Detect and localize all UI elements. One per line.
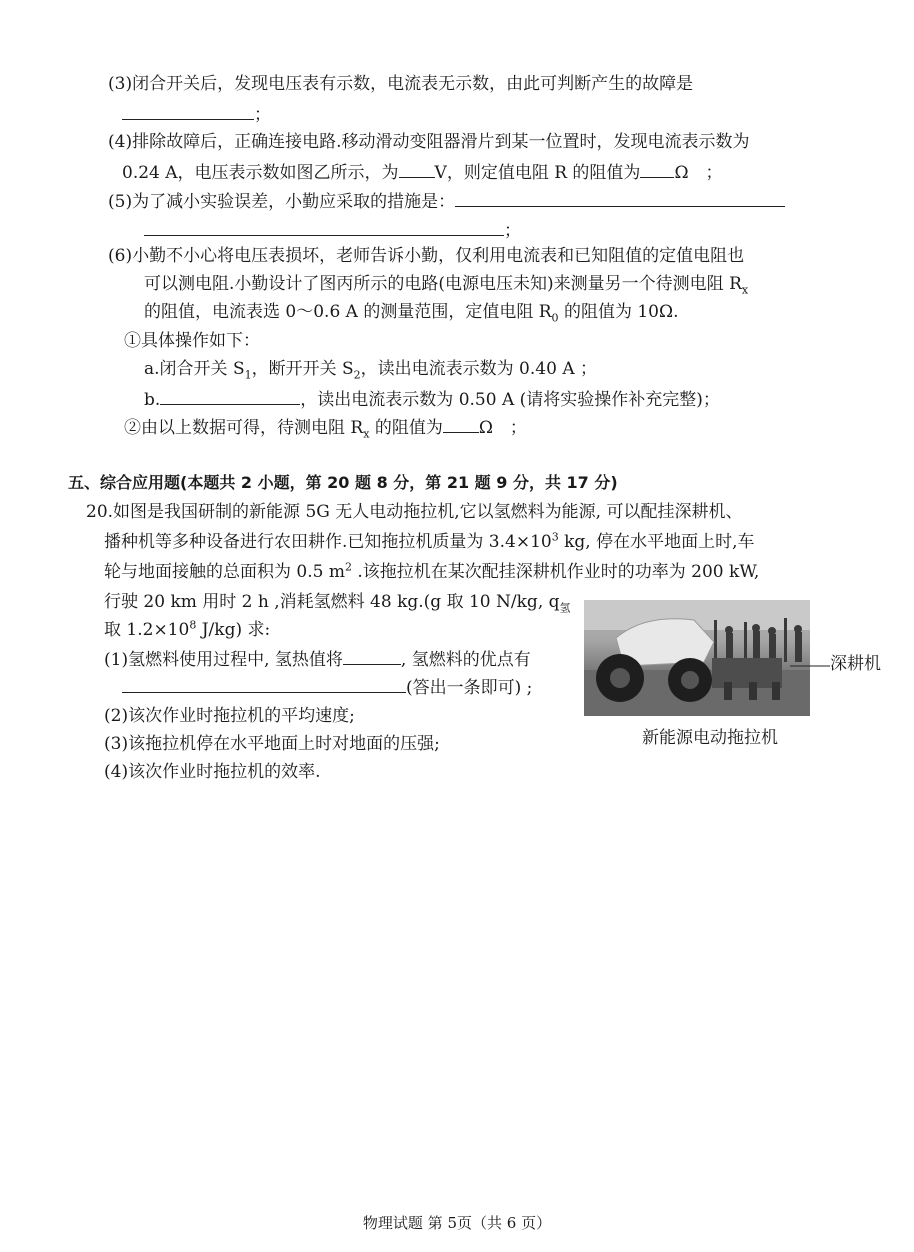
- q20-sub1-line1: (1)氢燃料使用过程中, 氢热值将 , 氢燃料的优点有: [104, 646, 531, 672]
- q19-part6-line2: 可以测电阻.小勤设计了图丙所示的电路(电源电压未知)来测量另一个待测电阻 $R_x$: [144, 274, 749, 297]
- q19-part3-line2: ；: [122, 101, 271, 127]
- q19-part4-line1: (4)排除故障后，正确连接电路.移动滑动变阻器滑片到某一位置时，发现电流表示数为: [108, 132, 750, 152]
- q19-step2: ②由以上数据可得，待测电阻 $R_x$ 的阻值为 Ω ；: [124, 414, 527, 440]
- q19-step-a: a.闭合开关 $S_1$，断开开关 $S_2$，读出电流表示数为 0.40 A ；: [144, 359, 597, 382]
- q19-step1-heading: ①具体操作如下：: [124, 331, 260, 351]
- answer-blank[interactable]: [343, 646, 401, 665]
- answer-blank[interactable]: [144, 217, 504, 236]
- q19-part6-line1: (6)小勤不小心将电压表损坏，老师告诉小勤，仅利用电流表和已知阻值的定值电阻也: [108, 246, 745, 266]
- q19-part4-line2: 0.24 A，电压表示数如图乙所示，为 V，则定值电阻 R 的阻值为 Ω ；: [122, 159, 723, 185]
- q20-sub3: (3)该拖拉机停在水平地面上时对地面的压强;: [104, 734, 440, 754]
- q19-part3-line1: (3)闭合开关后，发现电压表有示数，电流表无示数，由此可判断产生的故障是: [108, 74, 694, 94]
- q20-line4: 行驶 20 km 用时 2 h ,消耗氢燃料 48 kg.(g 取 10 N/kg, $q_氢$: [104, 592, 571, 615]
- tractor-illustration: [584, 600, 810, 716]
- answer-blank[interactable]: [455, 188, 785, 207]
- answer-blank[interactable]: [122, 101, 254, 120]
- q19-part5-line1: (5)为了减小实验误差，小勤应采取的措施是：: [108, 188, 785, 214]
- answer-blank[interactable]: [640, 159, 674, 178]
- plow-pointer-line: [790, 664, 830, 668]
- page-footer: 物理试题 第 5页（共 6 页）: [362, 1214, 552, 1232]
- q20-sub4: (4)该次作业时拖拉机的效率.: [104, 762, 321, 782]
- q20-line2: 播种机等多种设备进行农田耕作.已知拖拉机质量为 $3.4\times 10^3$ kg, 停在水平地面上时,车: [104, 530, 755, 552]
- q19-step-b: b. ，读出电流表示数为 0.50 A (请将实验操作补充完整)；: [144, 386, 720, 412]
- tractor-photo: [584, 600, 810, 716]
- q20-line3: 轮与地面接触的总面积为 0.5 $m^2$ .该拖拉机在某次配挂深耕机作业时的功率为 200 kW,: [104, 560, 760, 582]
- q19-part6-line3: 的阻值，电流表选 0～0.6 A 的测量范围，定值电阻 $R_0$ 的阻值为 10Ω.: [144, 302, 679, 325]
- q19-part5-line2: ；: [144, 217, 521, 243]
- section-title: 五、综合应用题(本题共 2 小题，第 20 题 8 分，第 21 题 9 分，共 17 分): [68, 473, 618, 492]
- answer-blank[interactable]: [160, 386, 300, 405]
- q20-sub2: (2)该次作业时拖拉机的平均速度;: [104, 706, 355, 726]
- answer-blank[interactable]: [122, 674, 406, 693]
- q20-sub1-line2: (答出一条即可) ;: [122, 674, 532, 700]
- q20-line1: 20.如图是我国研制的新能源 5G 无人电动拖拉机,它以氢燃料为能源, 可以配挂深耕机、: [86, 502, 743, 522]
- answer-blank[interactable]: [399, 159, 435, 178]
- label-tractor: 新能源电动拖拉机: [642, 728, 778, 748]
- q20-line5: 取 $1.2\times 10^8$ J/kg) 求:: [104, 618, 271, 640]
- label-plow: 深耕机: [830, 654, 881, 674]
- answer-blank[interactable]: [443, 414, 479, 433]
